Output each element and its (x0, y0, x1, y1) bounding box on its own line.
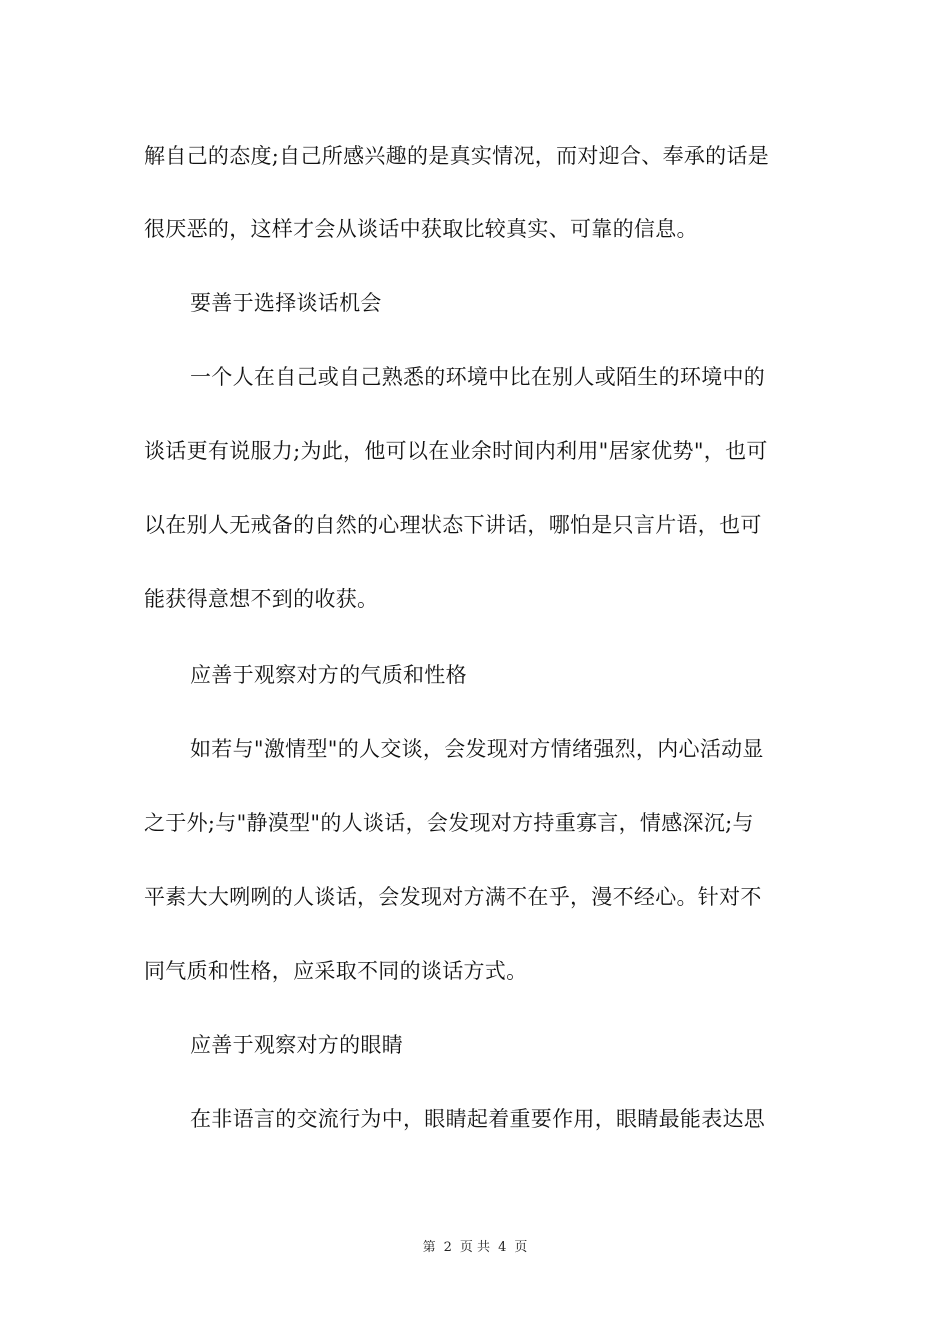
footer-prefix: 第 (422, 1240, 436, 1255)
page-footer (0, 1236, 950, 1255)
text-line: 同气质和性格，应采取不同的谈话方式。 (144, 959, 528, 983)
current-page-number: 2 (443, 1240, 452, 1255)
section-heading: 应善于观察对方的眼睛 (190, 1033, 403, 1057)
text-line: 一个人在自己或自己熟悉的环境中比在别人或陌生的环境中的 (190, 365, 766, 389)
text-line: 很厌恶的，这样才会从谈话中获取比较真实、可靠的信息。 (144, 217, 698, 241)
footer-suffix: 页 (514, 1240, 528, 1255)
text-line: 平素大大咧咧的人谈话，会发现对方满不在乎，漫不经心。针对不 (144, 885, 762, 909)
text-line: 之于外;与"静漠型"的人谈话，会发现对方持重寡言，情感深沉;与 (144, 811, 754, 835)
section-heading: 应善于观察对方的气质和性格 (190, 663, 467, 687)
total-page-number: 4 (498, 1240, 507, 1255)
section-heading: 要善于选择谈话机会 (190, 291, 382, 315)
text-line: 如若与"激情型"的人交谈，会发现对方情绪强烈，内心活动显 (190, 737, 764, 761)
text-line: 解自己的态度;自己所感兴趣的是真实情况，而对迎合、奉承的话是 (144, 144, 770, 168)
footer-middle: 页 共 (459, 1240, 491, 1255)
text-line: 在非语言的交流行为中，眼睛起着重要作用，眼睛最能表达思 (190, 1107, 766, 1131)
text-line: 谈话更有说服力;为此，他可以在业余时间内利用"居家优势"，也可 (144, 439, 768, 463)
text-line: 以在别人无戒备的自然的心理状态下讲话，哪怕是只言片语，也可 (144, 513, 762, 537)
text-line: 能获得意想不到的收获。 (144, 587, 379, 611)
